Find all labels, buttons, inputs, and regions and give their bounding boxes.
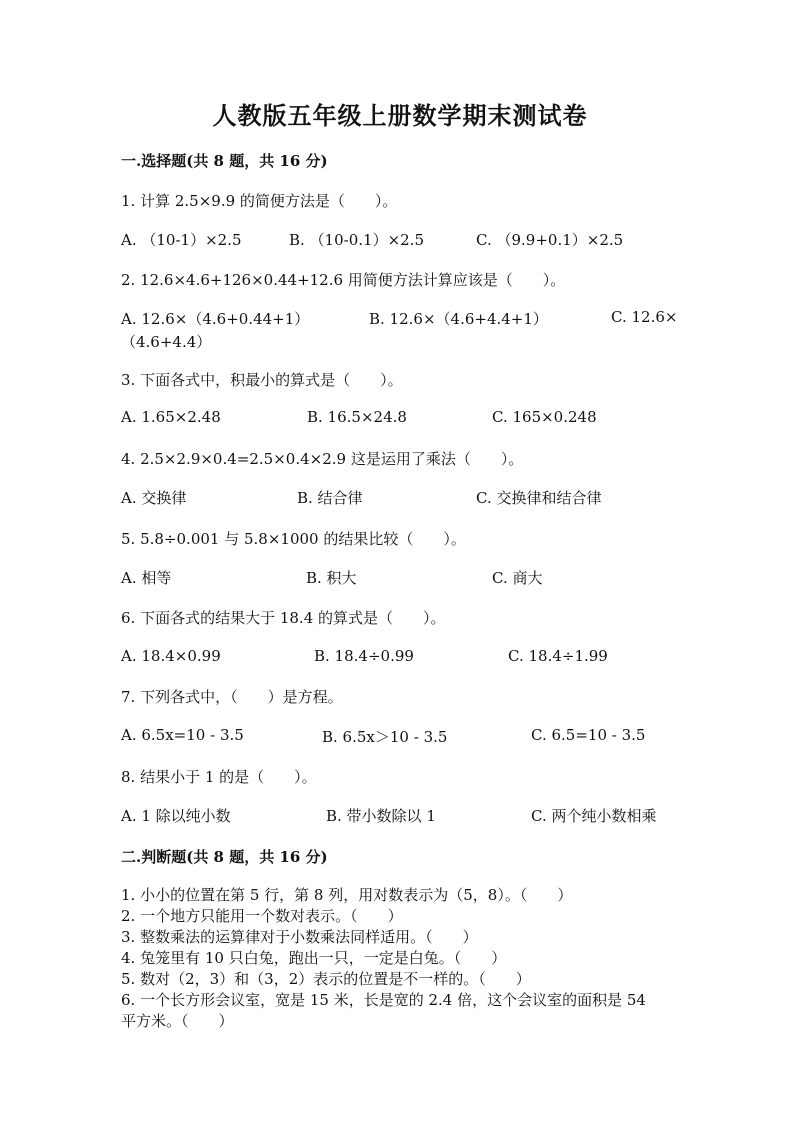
option-c: C. 商大 <box>492 569 543 587</box>
option-c: C. 两个纯小数相乘 <box>531 807 657 825</box>
option-c: C. （9.9+0.1）×2.5 <box>476 231 624 249</box>
option-b: B. 18.4÷0.99 <box>314 647 414 665</box>
option-b: B. 12.6×（4.6+4.4+1） <box>369 310 548 328</box>
option-a: A. 相等 <box>121 569 172 587</box>
option-a: A. 18.4×0.99 <box>121 647 221 665</box>
option-a: A. 1 除以纯小数 <box>121 807 231 825</box>
option-c-wrap: （4.6+4.4） <box>121 333 212 351</box>
option-c: C. 18.4÷1.99 <box>508 647 608 665</box>
section-heading-judgment: 二.判断题(共 8 题，共 16 分) <box>121 848 328 866</box>
option-a: A. 6.5x=10 - 3.5 <box>121 726 244 744</box>
option-c: C. 12.6× <box>611 308 678 326</box>
question-stem: 1. 计算 2.5×9.9 的简便方法是（ ）。 <box>121 192 398 210</box>
judgment-item: 2. 一个地方只能用一个数对表示。（ ） <box>121 907 403 925</box>
judgment-item: 3. 整数乘法的运算律对于小数乘法同样适用。（ ） <box>121 928 478 946</box>
judgment-item: 4. 兔笼里有 10 只白兔，跑出一只，一定是白兔。（ ） <box>121 949 507 967</box>
option-c: C. 6.5=10 - 3.5 <box>531 726 646 744</box>
option-b: B. 6.5x＞10 - 3.5 <box>322 728 448 746</box>
option-c: C. 交换律和结合律 <box>476 489 602 507</box>
option-a: A. （10-1）×2.5 <box>121 231 242 249</box>
judgment-item: 1. 小小的位置在第 5 行，第 8 列，用对数表示为（5，8）。（ ） <box>121 886 573 904</box>
section-heading-choice: 一.选择题(共 8 题，共 16 分) <box>121 152 328 170</box>
option-a: A. 1.65×2.48 <box>121 408 221 426</box>
question-stem: 7. 下列各式中，（ ）是方程。 <box>121 688 343 706</box>
judgment-item: 6. 一个长方形会议室，宽是 15 米，长是宽的 2.4 倍，这个会议室的面积是 54 <box>121 991 646 1009</box>
question-stem: 6. 下面各式的结果大于 18.4 的算式是（ ）。 <box>121 609 446 627</box>
question-stem: 5. 5.8÷0.001 与 5.8×1000 的结果比较（ ）。 <box>121 530 466 548</box>
question-stem: 4. 2.5×2.9×0.4=2.5×0.4×2.9 这是运用了乘法（ ）。 <box>121 450 524 468</box>
option-b: B. （10-0.1）×2.5 <box>289 231 424 249</box>
option-c: C. 165×0.248 <box>492 408 597 426</box>
question-stem: 3. 下面各式中，积最小的算式是（ ）。 <box>121 371 403 389</box>
option-b: B. 结合律 <box>297 489 363 507</box>
option-b: B. 16.5×24.8 <box>307 408 407 426</box>
judgment-item: 5. 数对（2，3）和（3，2）表示的位置是不一样的。（ ） <box>121 970 531 988</box>
option-a: A. 12.6×（4.6+0.44+1） <box>121 310 310 328</box>
option-b: B. 带小数除以 1 <box>326 807 436 825</box>
option-b: B. 积大 <box>306 569 357 587</box>
question-stem: 8. 结果小于 1 的是（ ）。 <box>121 768 317 786</box>
judgment-item-wrap: 平方米。（ ） <box>121 1012 234 1030</box>
option-a: A. 交换律 <box>121 489 187 507</box>
question-stem: 2. 12.6×4.6+126×0.44+12.6 用简便方法计算应该是（ ）。 <box>121 271 566 289</box>
page-title: 人教版五年级上册数学期末测试卷 <box>212 101 588 130</box>
